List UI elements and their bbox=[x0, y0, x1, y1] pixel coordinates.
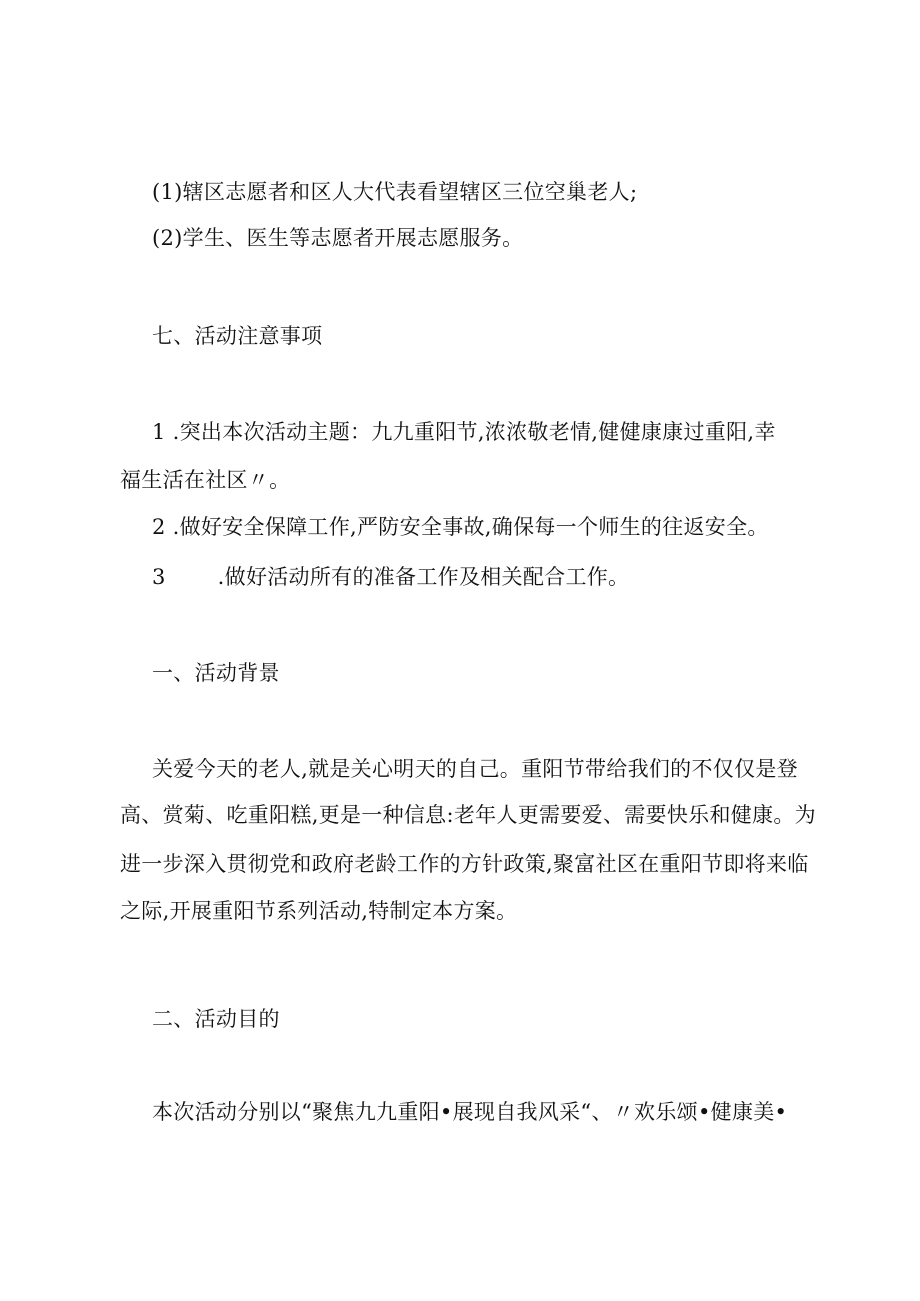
section-heading-1: 一、活动背景 bbox=[152, 661, 280, 685]
note-1-number: 1 bbox=[152, 420, 166, 444]
note-2-text: .做好安全保障工作,严防安全事故,确保每一个师生的往返安全。 bbox=[165, 515, 769, 539]
note-1-line-1 bbox=[152, 418, 776, 446]
background-line-1: 关爱今天的老人,就是关心明天的自己。重阳节带给我们的不仅仅是登 bbox=[152, 757, 798, 781]
note-2 bbox=[152, 513, 769, 541]
section-heading-2: 二、活动目的 bbox=[152, 1007, 280, 1031]
list-item-1: (1)辖区志愿者和区人大代表看望辖区三位空巢老人; bbox=[152, 180, 638, 204]
background-line-2: 高、赏菊、吃重阳糕,更是一种信息:老年人更需要爱、需要快乐和健康。为 bbox=[120, 803, 816, 827]
note-3-text: .做好活动所有的准备工作及相关配合工作。 bbox=[217, 565, 630, 589]
background-line-3: 进一步深入贯彻党和政府老龄工作的方针政策,聚富社区在重阳节即将来临 bbox=[120, 852, 809, 876]
note-1-text: .突出本次活动主题：九九重阳节,浓浓敬老情,健健康康过重阳,幸 bbox=[165, 420, 776, 444]
note-2-number: 2 bbox=[152, 515, 166, 539]
note-3 bbox=[152, 563, 629, 591]
background-line-4: 之际,开展重阳节系列活动,特制定本方案。 bbox=[120, 899, 518, 923]
list-item-2: (2)学生、医生等志愿者开展志愿服务。 bbox=[152, 226, 524, 250]
note-3-number: 3 bbox=[152, 565, 166, 589]
section-heading-7: 七、活动注意事项 bbox=[152, 324, 323, 348]
purpose-line-1: 本次活动分别以“聚焦九九重阳•展现自我风采“、〃欢乐颂•健康美• bbox=[152, 1100, 788, 1124]
note-1-line-2: 福生活在社区〃。 bbox=[120, 468, 291, 492]
